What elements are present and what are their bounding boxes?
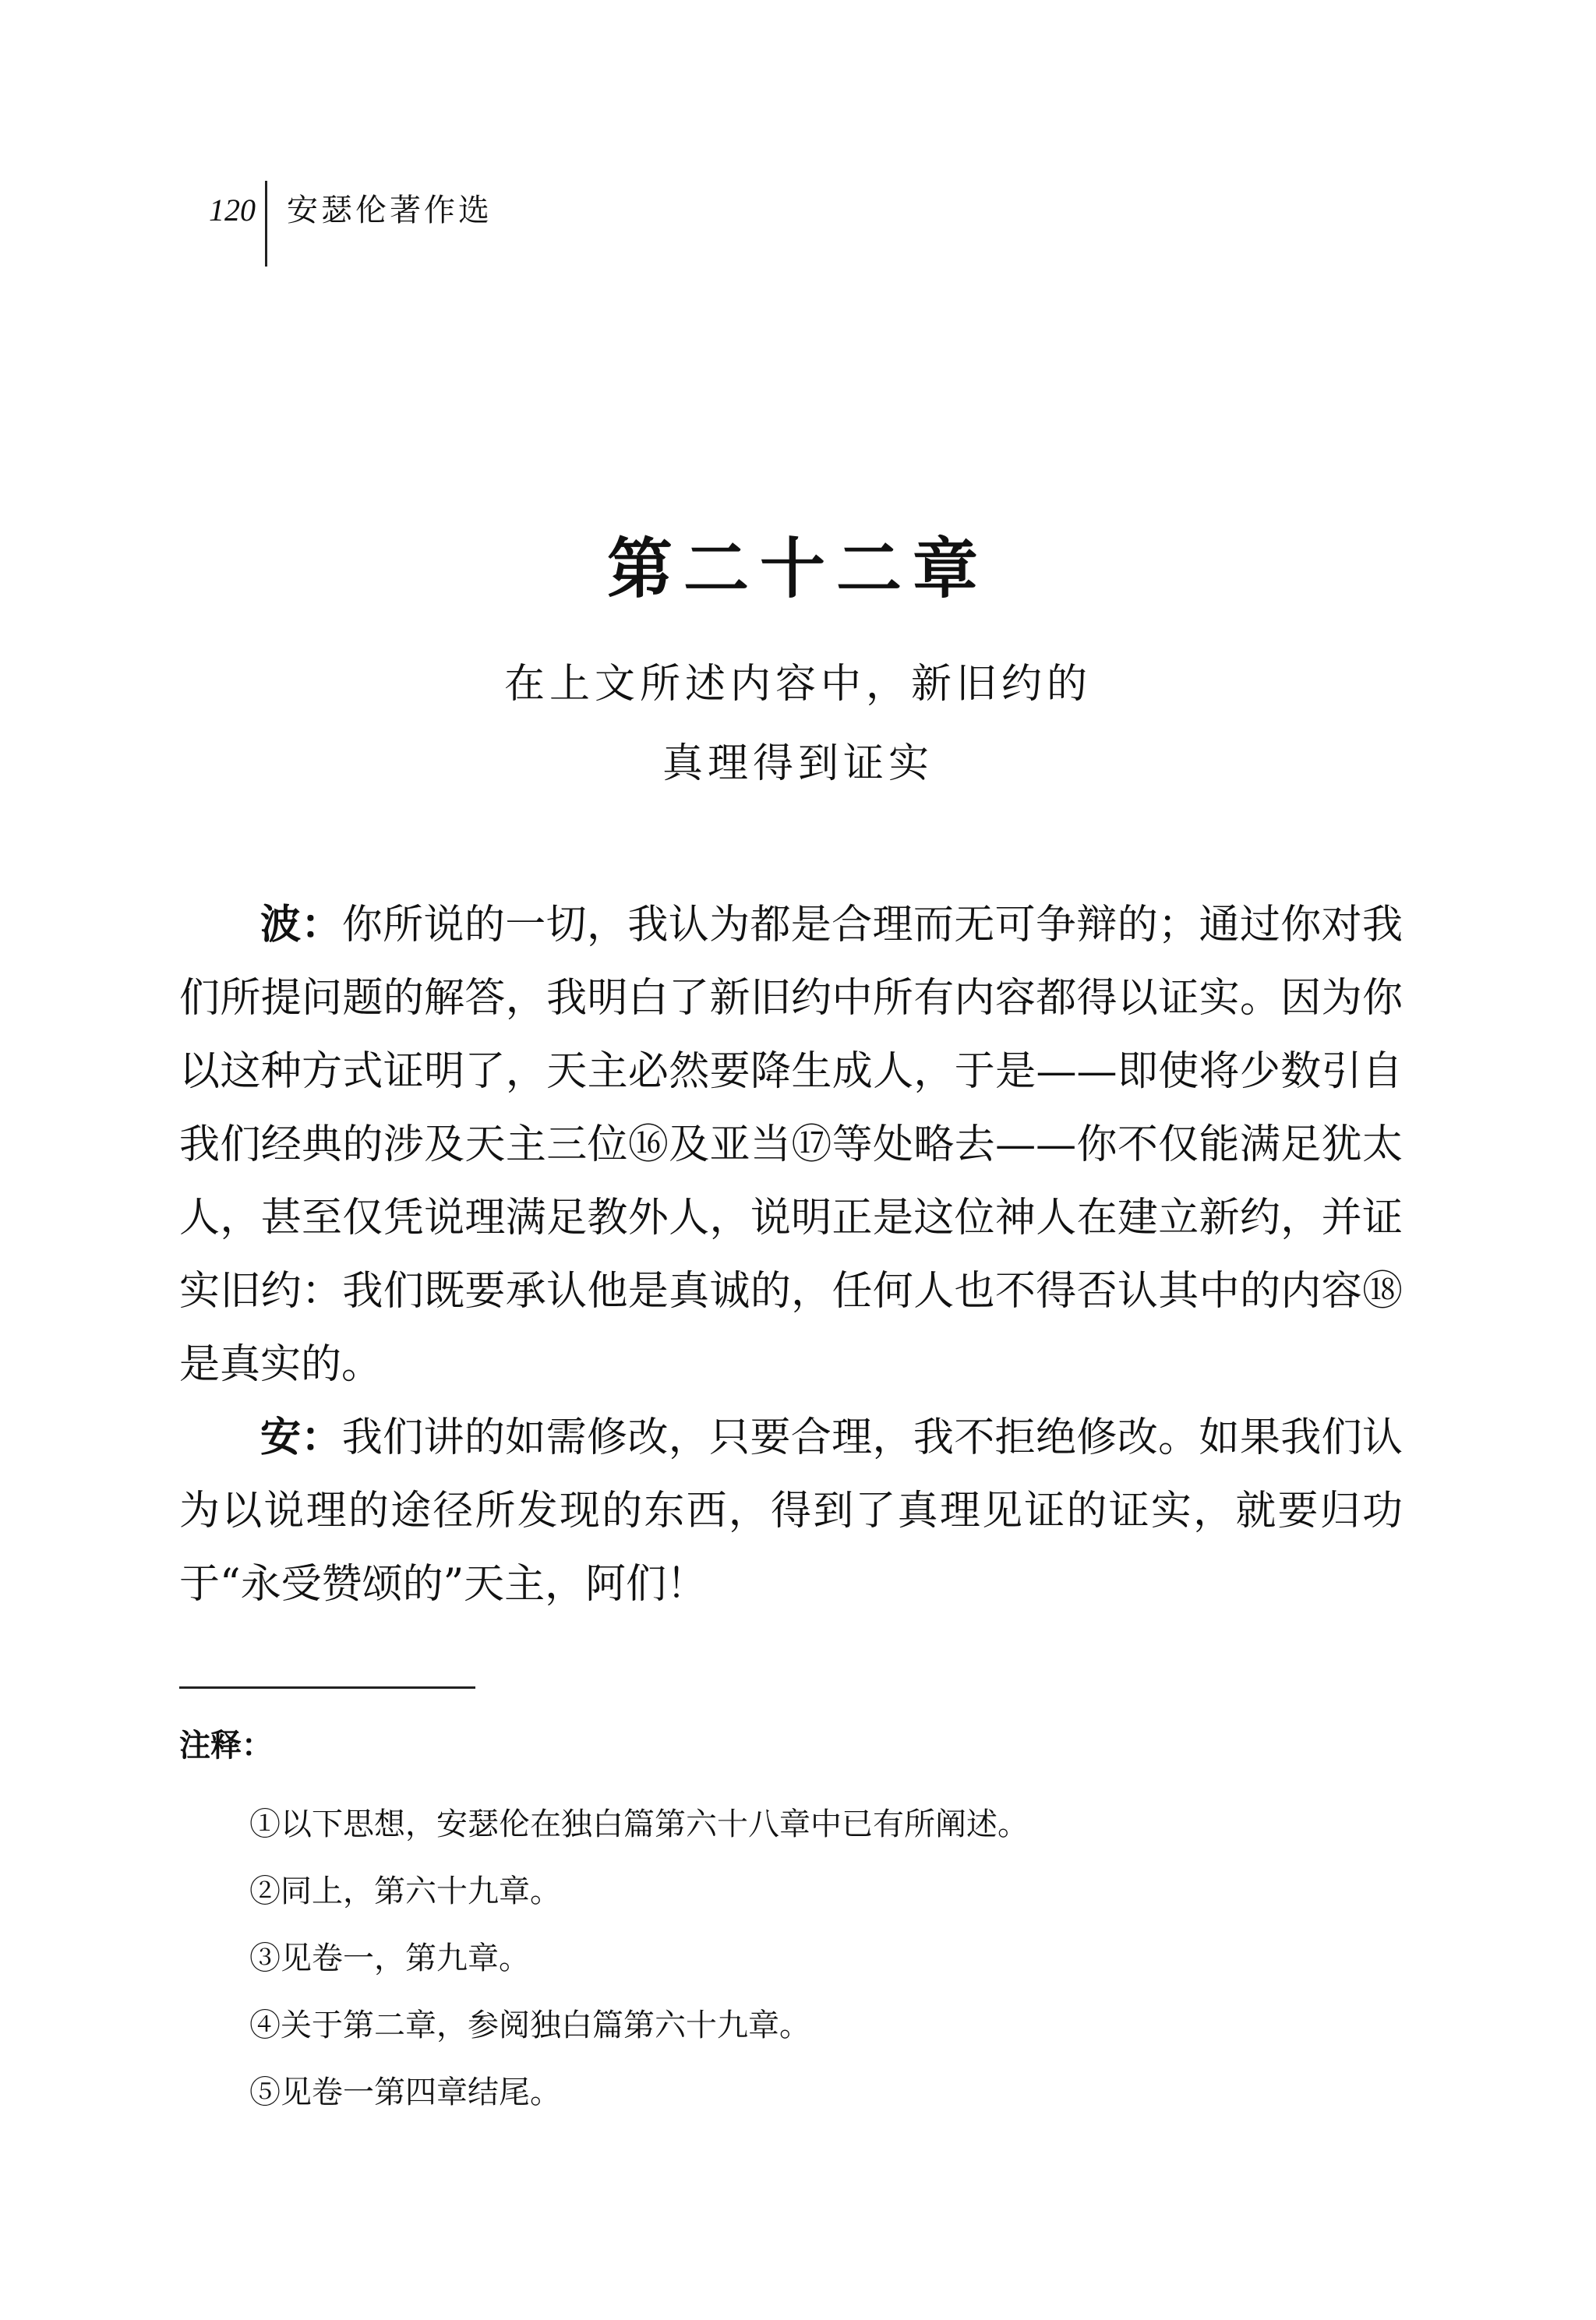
body-text (179, 888, 1403, 1621)
note-item: ①以下思想，安瑟伦在独白篇第六十八章中已有所阐述。 (249, 1806, 1029, 1842)
footnote-divider (179, 1686, 475, 1689)
header-divider (265, 181, 267, 267)
chapter-subtitle-line-1: 在上文所述内容中，新旧约的 (503, 661, 1092, 708)
paragraph-an (179, 1401, 1403, 1621)
note-item: ②同上，第六十九章。 (249, 1873, 561, 1909)
notes-list (249, 1791, 1029, 2126)
note-ref-16: ⑯ (627, 1121, 669, 1168)
speaker-label: 安： (260, 1414, 342, 1461)
note-item: ④关于第二章，参阅独白篇第六十九章。 (249, 2007, 810, 2043)
paragraph-text: 及亚当 (669, 1121, 792, 1168)
chapter-title: 第二十二章 (606, 530, 989, 607)
paragraph-text: 你所说的一切，我认为都是合理而无可争辩的；通过你对我们所提问题的解答，我明白了新旧约中所有内容都得以证实。因为你以这种方式证明了，天主必然要降生成人，于是——即使将少数引自我们经典的涉及天主三位 (179, 902, 1403, 1168)
paragraph-bo (179, 888, 1403, 1401)
note-ref-17: ⑰ (791, 1121, 832, 1168)
notes-heading: 注释： (179, 1728, 273, 1764)
speaker-label: 波： (260, 901, 342, 948)
running-title: 安瑟伦著作选 (287, 192, 493, 228)
paragraph-text: 我们讲的如需修改，只要合理，我不拒绝修改。如果我们认为以说理的途径所发现的东西，得到了真理见证的证实，就要归功于“永受赞颂的”天主，阿们！ (179, 1414, 1403, 1608)
note-item: ⑤见卷一第四章结尾。 (249, 2075, 561, 2110)
page-number: 120 (209, 192, 256, 228)
note-ref-18: ⑱ (1361, 1268, 1403, 1315)
chapter-subtitle-line-2: 真理得到证实 (662, 740, 934, 787)
paragraph-text: 是真实的。 (179, 1341, 383, 1388)
paragraph-text: 等处略去——你不仅能满足犹太人，甚至仅凭说理满足教外人，说明正是这位神人在建立新约，并证实旧约：我们既要承认他是真诚的，任何人也不得否认其中的内容 (179, 1121, 1403, 1315)
note-item: ③见卷一，第九章。 (249, 1940, 530, 1976)
